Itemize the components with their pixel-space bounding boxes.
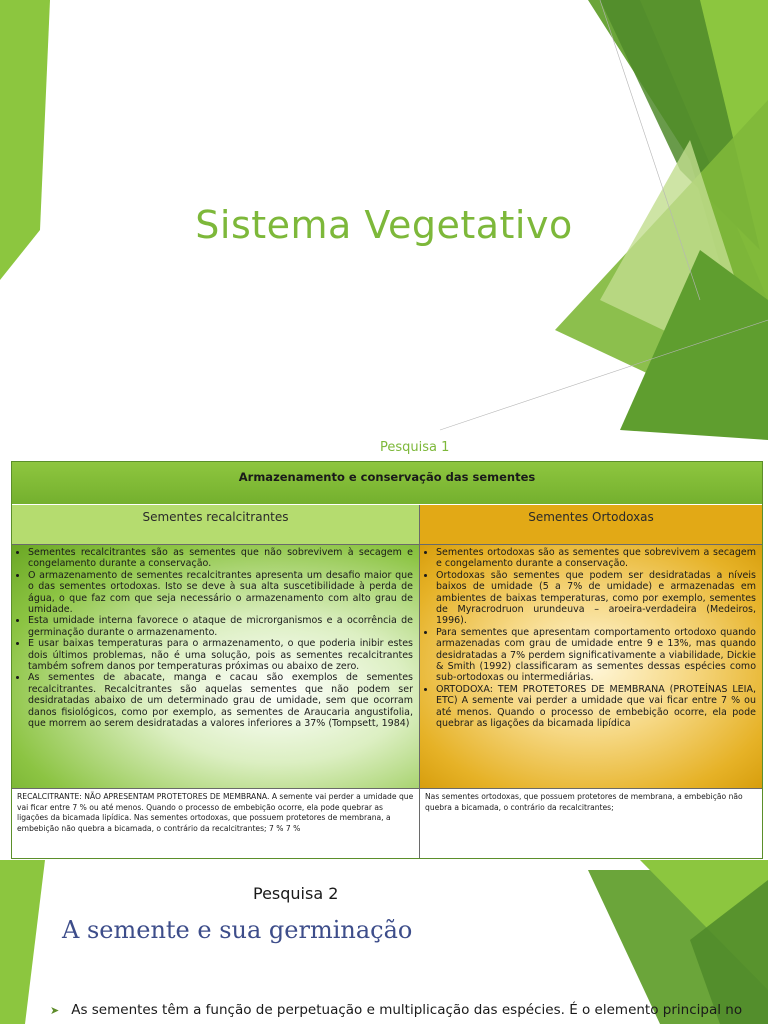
recalcitrant-cell <box>12 545 419 788</box>
bottom-left-green-shape <box>0 860 45 1024</box>
table-header-text: Armazenamento e conservação das sementes <box>238 470 536 484</box>
column-header-orthodox <box>420 505 762 544</box>
arrow-bullet-icon: ➤ <box>50 1004 60 1017</box>
storage-table <box>11 461 763 859</box>
list-item: • Sementes ortodoxas são as sementes que sobrevivem a secagem e congelamento durante a conservação. <box>436 547 756 570</box>
column-header-recalcitrant-text: Sementes recalcitrantes <box>142 510 289 524</box>
list-item: • As sementes de abacate, manga e cacau são exemplos de sementes recalcitrantes. Recalcitrantes são aquelas sementes que não podem ser desidratadas abaixo de um determinado grau de umidade, sem que ocorram danos fisiológicos, como por exemplo, as sementes de Araucaria angustifolia, que morrem ao serem desidratadas a valores inferiores a 37% (Tompsett, 1984) <box>28 672 413 729</box>
section-subtitle: A semente e sua germinação <box>62 916 413 944</box>
list-item: • E usar baixas temperaturas para o armazenamento, o que poderia inibir estes dois últimos problemas, não é uma solução, pois as sementes recalcitrantes também sofrem danos por temperaturas próximas ou abaixo de zero. <box>28 638 413 672</box>
list-item: • O armazenamento de sementes recalcitrantes apresenta um desafio maior que o das sementes ortodoxas. Isto se deve à sua alta suscetibilidade à perda de água, o que faz com que seja necessário o armazenamento com alto grau de umidade. <box>28 570 413 616</box>
recalcitrant-note: RECALCITRANTE: NÃO APRESENTAM PROTETORES DE MEMBRANA. A semente vai perder a umidade que vai ficar entre 7 % ou até menos. Quando o processo de embebição ocorre, ela pode quebrar as ligações da bicamada lipídica. Nas sementes ortodoxas, que possuem protetores de membrana, a embebição não quebra a bicamada, o contrário da recalcitrantes; 7 % 7 % <box>17 792 414 833</box>
table-header <box>12 462 762 504</box>
slide-title: Sistema Vegetativo <box>195 203 573 247</box>
orthodox-note: Nas sementes ortodoxas, que possuem protetores de membrana, a embebição não quebra a bicamada, o contrário da recalcitrantes; <box>425 792 743 812</box>
list-item: • Esta umidade interna favorece o ataque de microrganismos e a ocorrência de germinação durante o armazenamento. <box>28 615 413 638</box>
bullet-paragraph <box>50 1002 742 1018</box>
list-item: • ORTODOXA: TEM PROTETORES DE MEMBRANA (PROTEÍNAS LEIA, ETC) A semente vai perder a umidade que vai ficar entre 7 % ou até menos. Quando o processo de embebição ocorre, ela pode quebrar as ligações da bicamada lipídica <box>436 684 756 730</box>
column-header-orthodox-text: Sementes Ortodoxas <box>528 510 654 524</box>
list-item: • Ortodoxas são sementes que podem ser desidratadas a níveis baixos de umidade (5 a 7% de umidade) e armazenadas em ambientes de baixas temperaturas, como por exemplo, sementes de Myracrodruon urundeuva – aroeira-verdadeira (Medeiros, 1996). <box>436 570 756 627</box>
list-item: • Sementes recalcitrantes são as sementes que não sobrevivem à secagem e congelamento durante a conservação. <box>28 547 413 570</box>
column-divider <box>419 505 420 858</box>
bullet-text: As sementes têm a função de perpetuação e multiplicação das espécies. É o elemento principal no <box>71 1002 743 1018</box>
pesquisa-1-label: Pesquisa 1 <box>380 440 450 455</box>
pesquisa-2-label: Pesquisa 2 <box>253 884 339 903</box>
orthodox-cell <box>420 545 762 788</box>
list-item: • Para sementes que apresentam comportamento ortodoxo quando armazenadas com grau de umidade entre 9 e 13%, mas quando desidratadas a 7% perdem significativamente a viabilidade, Dickie & Smith (1992) classificaram as sementes dessas espécies como sub-ortodoxas ou intermediárias. <box>436 627 756 684</box>
column-header-recalcitrant <box>12 505 419 544</box>
